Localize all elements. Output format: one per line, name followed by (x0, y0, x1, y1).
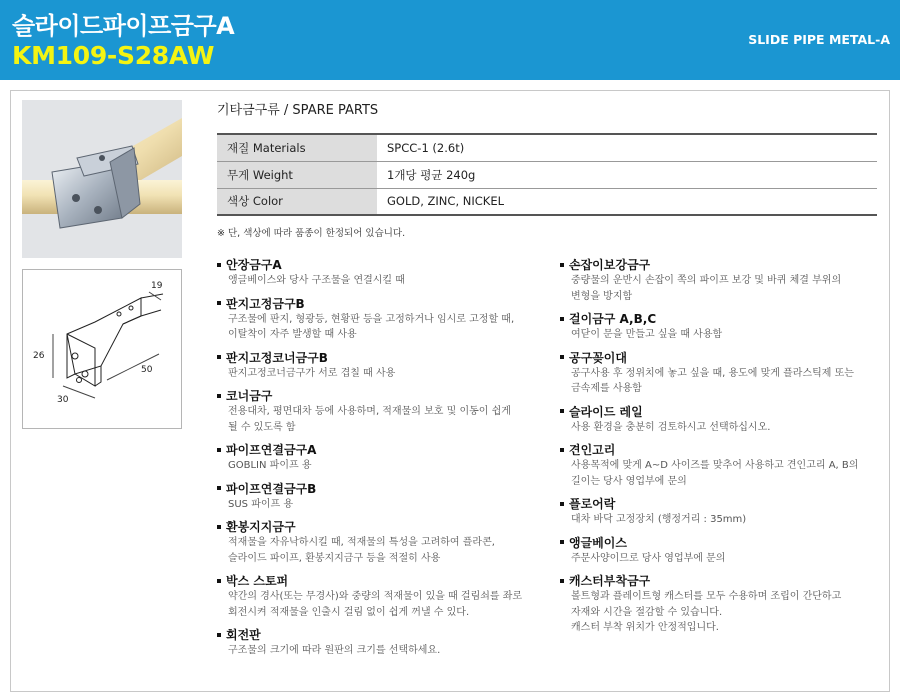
spec-row-weight (217, 161, 877, 188)
part-desc: 공구사용 후 정위치에 놓고 싶을 때, 용도에 맞게 플라스틱제 또는 (571, 367, 854, 379)
technical-drawing (22, 269, 182, 429)
part-title: 환봉지지금구 (226, 520, 296, 534)
header-banner (0, 0, 900, 80)
part-item (560, 496, 880, 528)
bullet-icon (217, 263, 221, 267)
dimension-diagram (23, 270, 183, 430)
bullet-icon (560, 502, 564, 506)
dim-length-label: 50 (141, 365, 153, 375)
bullet-icon (560, 409, 564, 413)
bullet-icon (217, 355, 221, 359)
part-title: 앵글베이스 (569, 535, 627, 550)
pipe-fitting-illustration (22, 100, 182, 258)
part-item (560, 350, 880, 397)
part-title: 견인고리 (569, 443, 616, 457)
bullet-icon (217, 301, 221, 305)
part-item (217, 627, 537, 659)
part-title: 판지고정금구B (226, 296, 305, 311)
spec-label: 무게 Weight (217, 161, 377, 188)
bullet-icon (560, 540, 564, 544)
part-desc: 이탈착이 자주 발생할 때 사용 (228, 329, 357, 340)
part-title: 파이프연결금구B (226, 481, 317, 496)
bullet-icon (217, 525, 221, 529)
spec-value: GOLD, ZINC, NICKEL (377, 188, 877, 215)
bullet-icon (217, 633, 221, 637)
spec-table (217, 133, 877, 216)
part-desc: 사용 환경을 충분히 검토하시고 선택하십시오. (571, 421, 771, 433)
part-desc: 변형을 방지함 (571, 290, 633, 302)
part-item (217, 481, 537, 513)
part-desc: 금속제를 사용함 (571, 383, 642, 394)
part-desc: 자재와 시간을 절감할 수 있습니다. (571, 606, 723, 618)
part-title: 손잡이보강금구 (569, 258, 651, 272)
bullet-icon (560, 263, 564, 267)
part-desc: 구조물의 크기에 따라 원판의 크기를 선택하세요. (228, 645, 441, 656)
part-desc: 길이는 당사 영업부에 문의 (571, 475, 687, 487)
dim-height-label: 26 (33, 351, 45, 361)
part-desc: 여닫이 문을 만들고 싶을 때 사용함 (571, 329, 723, 340)
part-desc: 구조물에 판지, 형광등, 현황판 등을 고정하거나 임시로 고정할 때, (228, 313, 515, 325)
bullet-icon (217, 394, 221, 398)
dim-width-label: 30 (57, 395, 69, 405)
part-desc: GOBLIN 파이프 용 (228, 460, 312, 471)
bullet-icon (217, 579, 221, 583)
part-desc: 약간의 경사(또는 무경사)와 중량의 적재물이 있을 때 걸림쇠를 좌로 (228, 591, 523, 602)
part-item (217, 296, 537, 343)
part-item (560, 257, 880, 304)
product-code: KM109-S28AW (12, 41, 215, 70)
spec-value: 1개당 평균 240g (377, 161, 877, 188)
part-item (217, 442, 537, 474)
part-desc: 전용대차, 평면대차 등에 사용하며, 적재물의 보호 및 이동이 쉽게 (228, 406, 511, 417)
part-item (560, 573, 880, 636)
part-item (217, 573, 537, 620)
part-desc: 볼트형과 플레이트형 캐스터를 모두 수용하며 조립이 간단하고 (571, 591, 842, 602)
part-title: 캐스터부착금구 (569, 574, 651, 588)
part-item (217, 350, 537, 382)
part-title: 회전판 (226, 628, 261, 642)
part-item (560, 404, 880, 436)
spec-label: 색상 Color (217, 188, 377, 215)
parts-list-left (217, 257, 537, 666)
part-desc: 앵글베이스와 당사 구조물을 연결시킬 때 (228, 275, 405, 286)
bullet-icon (560, 317, 564, 321)
part-item (560, 535, 880, 567)
part-title: 박스 스토퍼 (226, 574, 289, 588)
part-desc: 중량물의 운반시 손잡이 쪽의 파이프 보강 및 바퀴 체결 부위의 (571, 275, 842, 286)
part-item (217, 519, 537, 566)
part-item (217, 257, 537, 289)
part-desc: 슬라이드 파이프, 환봉지지금구 등을 적절히 사용 (228, 552, 441, 564)
spec-row-material (217, 134, 877, 161)
part-desc: 사용목적에 맞게 A~D 사이즈를 맞추어 사용하고 견인고리 A, B의 (571, 460, 859, 471)
color-note: ※ 단, 색상에 따라 품종이 한정되어 있습니다. (217, 228, 406, 239)
part-desc: 될 수 있도록 함 (228, 421, 296, 433)
part-desc: 판지고정코너금구가 서로 겹칠 때 사용 (228, 367, 396, 379)
part-title: 파이프연결금구A (226, 443, 317, 457)
part-item (560, 442, 880, 489)
parts-list-right (560, 257, 880, 643)
bullet-icon (217, 448, 221, 452)
part-desc: 주문사양이므로 당사 영업부에 문의 (571, 552, 726, 564)
part-title: 안장금구A (226, 258, 282, 272)
part-title: 걸이금구 A,B,C (569, 312, 657, 326)
part-desc: 적재물을 자유낙하시킬 때, 적재물의 특성을 고려하여 플라콘, (228, 537, 495, 548)
part-item (560, 311, 880, 343)
product-title: 슬라이드파이프금구A (12, 12, 235, 40)
bullet-icon (560, 579, 564, 583)
part-title: 슬라이드 레일 (569, 404, 643, 419)
product-title-english: SLIDE PIPE METAL-A (748, 32, 890, 47)
bullet-icon (217, 486, 221, 490)
part-title: 공구꽂이대 (569, 350, 627, 365)
part-desc: 대차 바닥 고정장치 (행정거리 : 35mm) (571, 514, 747, 525)
part-title: 코너금구 (226, 389, 273, 403)
product-photo (22, 100, 182, 258)
dim-top-label: 19 (151, 281, 163, 291)
part-title: 판지고정코너금구B (226, 350, 328, 365)
section-title: 기타금구류 / SPARE PARTS (217, 103, 379, 118)
spec-label: 재질 Materials (217, 134, 377, 161)
part-item (217, 388, 537, 435)
bullet-icon (560, 448, 564, 452)
part-title: 플로어락 (569, 497, 616, 511)
part-desc: 캐스터 부착 위치가 안정적입니다. (571, 622, 719, 633)
part-desc: 회전시켜 적재물을 인출시 걸림 없이 쉽게 꺼낼 수 있다. (228, 606, 470, 618)
part-desc: SUS 파이프 용 (228, 498, 294, 510)
bullet-icon (560, 355, 564, 359)
spec-row-color (217, 188, 877, 215)
spec-value: SPCC-1 (2.6t) (377, 134, 877, 161)
